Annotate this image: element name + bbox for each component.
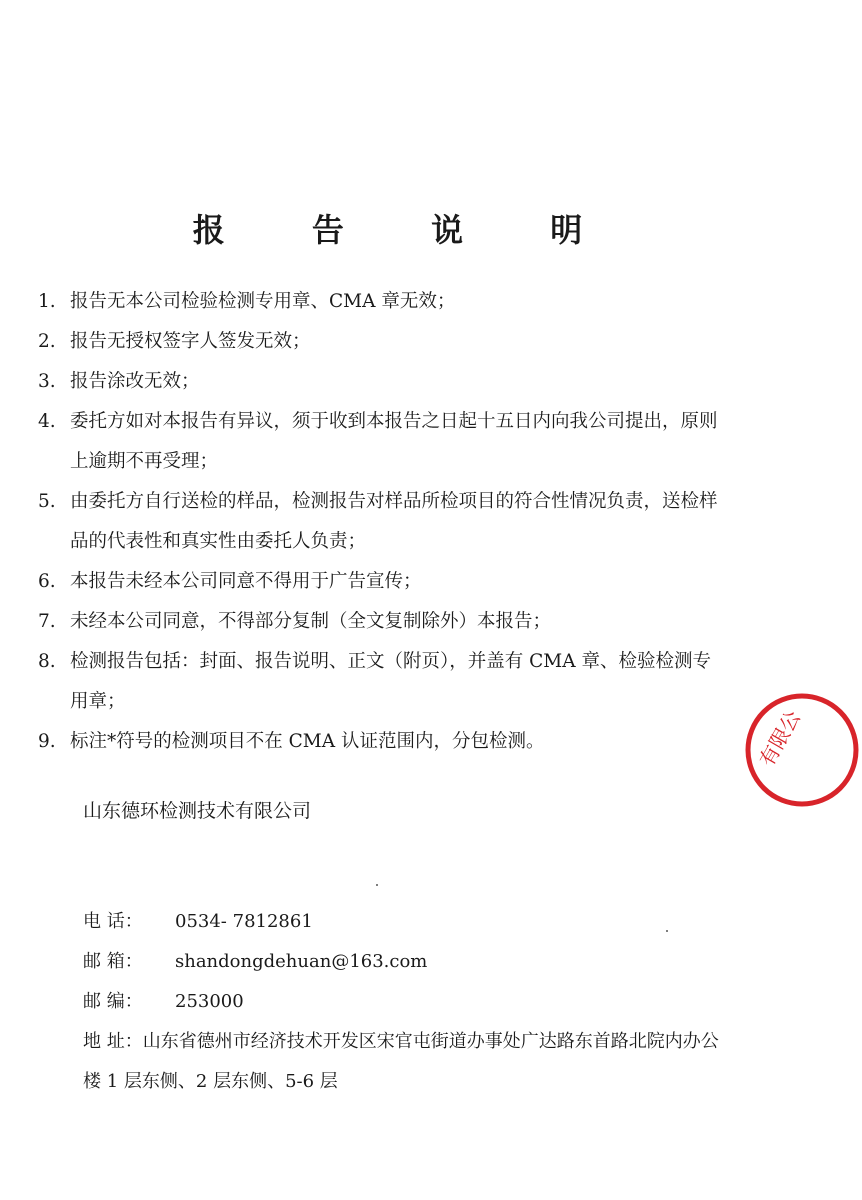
list-item [38,282,728,322]
note-text: 本报告未经本公司同意不得用于广告宣传； [70,571,422,592]
list-item [38,562,728,602]
list-item [38,602,728,642]
phone-value: 0534- 7812861 [175,911,313,932]
note-text: 由委托方自行送检的样品，检测报告对样品所检项目的符合性情况负责，送检样品的代表性和真实性由委托人负责； [70,491,718,552]
list-item [38,362,728,402]
page-title: 报 告 说 明 [192,211,621,249]
company-name: 山东德环检测技术有限公司 [83,800,312,822]
note-number: 4. [38,411,56,432]
address-row [83,1022,723,1102]
note-text: 检测报告包括：封面、报告说明、正文（附页），并盖有 CMA 章、检验检测专用章； [70,651,711,712]
contact-info [83,902,723,1102]
postcode-label: 邮 编： [83,991,143,1012]
note-number: 5. [38,491,56,512]
email-value: shandongdehuan@163.com [175,951,428,972]
note-number: 3. [38,371,56,392]
list-item [38,482,728,562]
postcode-row [83,982,723,1022]
note-number: 9. [38,731,56,752]
note-text: 未经本公司同意，不得部分复制（全文复制除外）本报告； [70,611,552,632]
note-number: 8. [38,651,56,672]
email-row [83,942,723,982]
note-number: 6. [38,571,56,592]
phone-row [83,902,723,942]
postcode-value: 253000 [175,991,244,1012]
phone-label: 电 话： [83,911,143,932]
note-text: 报告无本公司检验检测专用章、CMA 章无效； [70,291,456,312]
seal-text: 有限公 [754,706,806,771]
list-item [38,402,728,482]
company-seal-icon [742,690,862,810]
notes-list [38,282,728,762]
note-number: 1. [38,291,56,312]
list-item [38,642,728,722]
address-label: 地 址： [83,1031,143,1052]
note-number: 2. [38,331,56,352]
note-text: 标注*符号的检测项目不在 CMA 认证范围内，分包检测。 [70,731,545,752]
note-text: 报告涂改无效； [70,371,200,392]
list-item [38,322,728,362]
email-label: 邮 箱： [83,951,143,972]
list-item [38,722,728,762]
note-number: 7. [38,611,56,632]
address-value: 山东省德州市经济技术开发区宋官屯街道办事处广达路东首路北院内办公楼 1 层东侧、2 层东侧、5-6 层 [83,1031,719,1092]
note-text: 委托方如对本报告有异议，须于收到本报告之日起十五日内向我公司提出，原则上逾期不再受理； [70,411,718,472]
note-text: 报告无授权签字人签发无效； [70,331,311,352]
